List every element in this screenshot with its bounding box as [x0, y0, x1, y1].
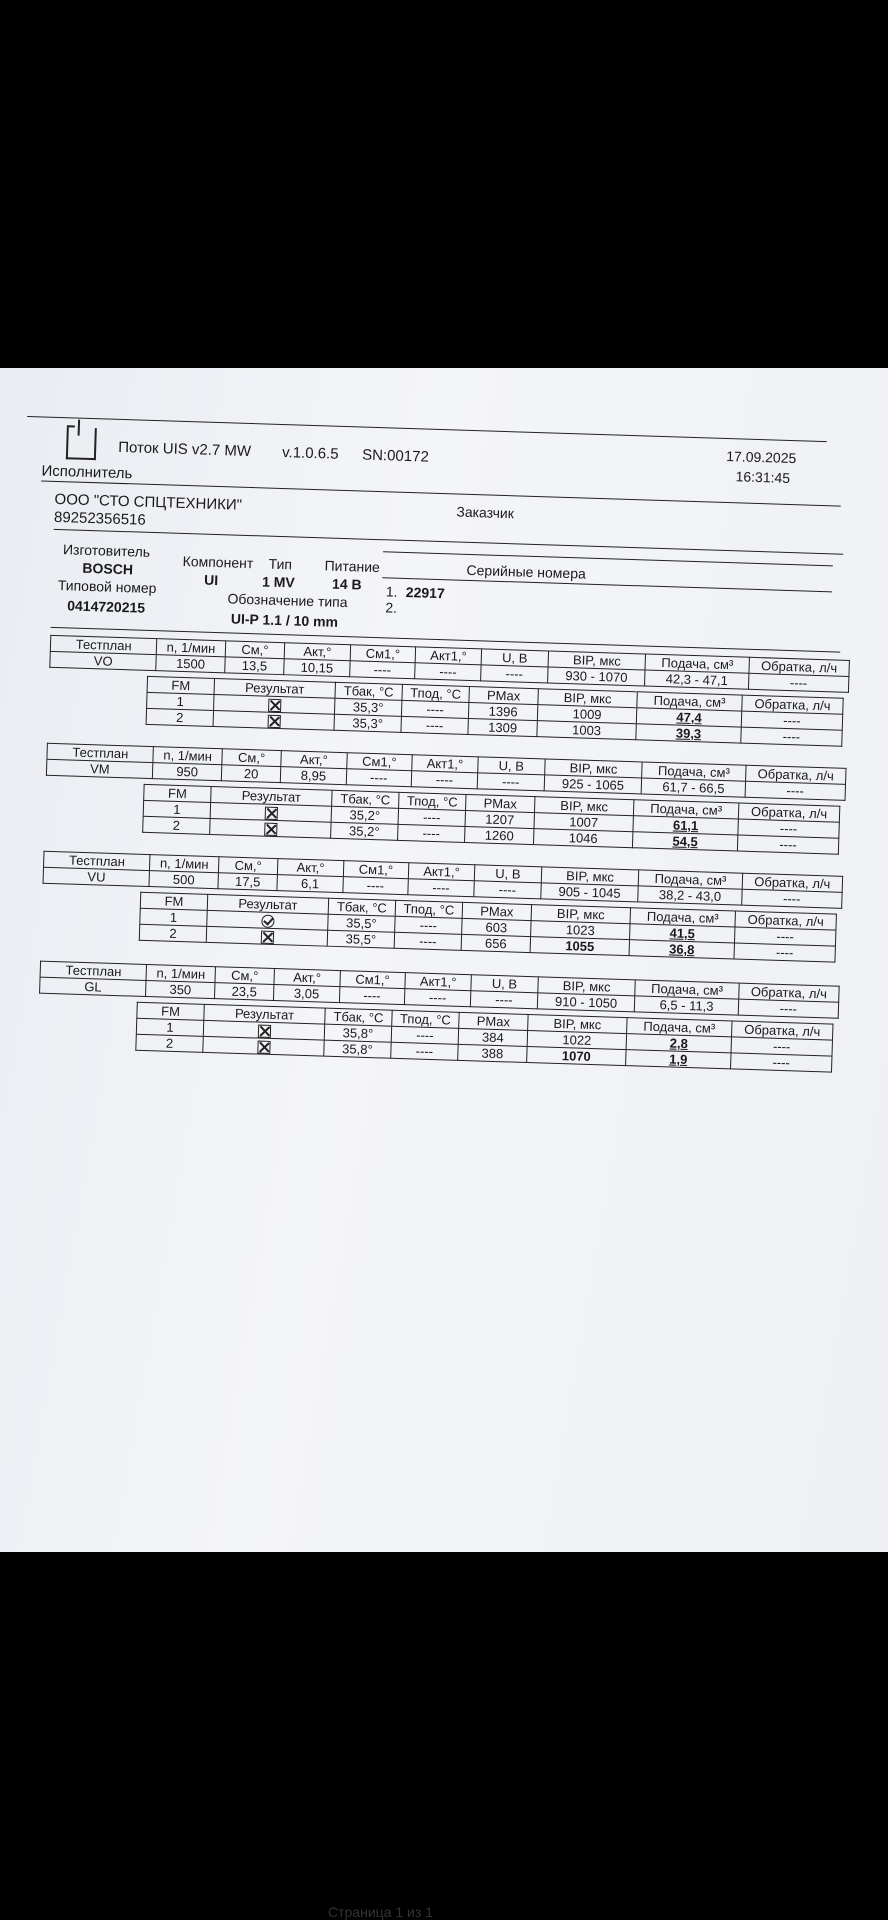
- column-header: ВIP, мкс: [538, 977, 636, 996]
- executor-phone: 89252356516: [53, 508, 146, 529]
- column-header: См,°: [215, 967, 275, 985]
- column-header: См1,°: [343, 861, 409, 879]
- cell-sm1: ----: [339, 987, 405, 1005]
- cell-ret: ----: [738, 999, 839, 1018]
- value: 1260: [484, 827, 514, 844]
- column-header: Подача, см³: [630, 908, 735, 927]
- check-fail-icon: [257, 1025, 270, 1038]
- cell-sm1: ----: [342, 877, 408, 895]
- value: 35,3°: [352, 715, 384, 732]
- value: 35,8°: [342, 1025, 374, 1042]
- manufacturer: BOSCH: [82, 559, 134, 578]
- column-header: PMax: [459, 1012, 528, 1030]
- column-header: Результат: [214, 679, 335, 699]
- column-header: См,°: [222, 749, 282, 767]
- check-fail-icon: [264, 823, 277, 836]
- cell-akt1: ----: [405, 989, 471, 1007]
- value: ----: [782, 728, 801, 745]
- value: 1009: [572, 706, 602, 723]
- value: ----: [419, 917, 438, 934]
- column-header: Тпод, °С: [395, 900, 462, 918]
- cell-sm: 13,5: [224, 657, 284, 675]
- column-header: Акт1,°: [415, 647, 481, 665]
- cell-ret: [734, 943, 835, 962]
- report-date: 17.09.2025: [726, 447, 797, 467]
- cell-ret: [731, 1053, 832, 1072]
- cell-ret: ----: [745, 781, 846, 800]
- column-header: Подача, см³: [637, 692, 742, 711]
- column-header: Результат: [207, 894, 328, 914]
- value: 1396: [488, 703, 518, 720]
- value: 41,5: [669, 925, 696, 942]
- cell-ret: ----: [748, 673, 849, 692]
- designation-label: Обозначение типа: [227, 590, 348, 611]
- cell-n: 350: [146, 981, 215, 999]
- cell-tbak: [334, 714, 401, 732]
- column-header: Обратка, л/ч: [739, 983, 840, 1002]
- value: 1: [166, 1019, 174, 1035]
- cell-akt: 3,05: [274, 985, 340, 1003]
- cell-sm1: ----: [346, 769, 412, 787]
- cell-feed: 61,7 - 66,5: [641, 778, 745, 797]
- cell-sm: 23,5: [214, 983, 274, 1001]
- value: 1023: [565, 922, 595, 939]
- column-header: Тестплан: [44, 851, 151, 870]
- value: 2: [165, 1035, 174, 1051]
- check-pass-icon: [261, 915, 274, 928]
- column-header: n, 1/мин: [157, 639, 226, 657]
- column-header: n, 1/мин: [153, 747, 222, 765]
- check-fail-icon: [264, 807, 277, 820]
- cell-feed: [629, 940, 734, 959]
- column-header: Обратка, л/ч: [738, 803, 839, 822]
- cell-res: [206, 926, 327, 946]
- cell-pmax: [458, 1044, 527, 1062]
- value: 1: [173, 801, 181, 818]
- value: 1207: [485, 811, 515, 828]
- cell-plan: VU: [43, 867, 150, 886]
- cell-plan: VM: [46, 759, 153, 778]
- cell-sm1: ----: [349, 661, 415, 679]
- column-header: Акт,°: [274, 969, 340, 987]
- value: ----: [776, 928, 795, 945]
- cell-n: 500: [149, 871, 218, 889]
- value: 47,4: [676, 709, 702, 726]
- check-fail-icon: [260, 931, 273, 944]
- cell-feed: 38,2 - 43,0: [638, 886, 742, 905]
- column-header: Акт,°: [284, 643, 350, 661]
- column-header: Обратка, л/ч: [732, 1021, 833, 1040]
- paper-sheet: [0, 368, 888, 1920]
- value: 1022: [562, 1032, 592, 1049]
- column-header: Тестплан: [50, 635, 157, 654]
- column-header: PMax: [469, 687, 538, 705]
- manufacturer-label: Изготовитель: [62, 541, 151, 560]
- cell-bip: [533, 829, 632, 848]
- column-header: ВIP, мкс: [548, 651, 646, 670]
- cell-tbak: [331, 822, 398, 840]
- page-footer: Страница 1 из 1: [328, 1904, 433, 1920]
- value: 35,5°: [345, 915, 377, 932]
- value: ----: [422, 809, 441, 826]
- cell-pmax: [465, 827, 534, 845]
- check-fail-icon: [267, 715, 280, 728]
- cell-sm: 20: [221, 765, 281, 783]
- cell-bip: [527, 1047, 626, 1066]
- cell-akt1: ----: [408, 879, 474, 897]
- column-header: U, В: [478, 757, 545, 775]
- serial1-no: 1.: [385, 583, 398, 600]
- typenum-label: Типовой номер: [57, 577, 157, 597]
- cell-bip: 930 - 1070: [548, 667, 646, 686]
- column-header: Тестплан: [40, 961, 147, 980]
- column-header: Подача, см³: [635, 980, 739, 999]
- type: 1 MV: [261, 573, 296, 591]
- column-header: Подача, см³: [645, 654, 749, 673]
- column-header: См1,°: [346, 753, 412, 771]
- value: 1: [176, 693, 185, 710]
- cell-bip: 910 - 1050: [537, 993, 635, 1012]
- value: 1003: [571, 722, 602, 739]
- column-header: Акт,°: [281, 751, 347, 769]
- value: 388: [481, 1045, 504, 1062]
- value: ----: [426, 701, 445, 718]
- serial-label: Серийные номера: [466, 561, 587, 582]
- value: 1046: [568, 830, 598, 847]
- report-time: 16:31:45: [735, 468, 791, 486]
- column-header: Акт1,°: [412, 755, 478, 773]
- value: 1007: [569, 814, 599, 831]
- serial2-no: 2.: [385, 599, 398, 616]
- column-header: ВIP, мкс: [528, 1015, 627, 1034]
- cell-tpod: [391, 1042, 458, 1060]
- column-header: См1,°: [350, 645, 416, 663]
- value: ----: [783, 712, 801, 729]
- column-header: Тбак, °С: [325, 1008, 392, 1026]
- cell-u: ----: [481, 665, 548, 683]
- column-header: ВIP, мкс: [545, 759, 643, 778]
- column-header: Тбак, °С: [328, 898, 395, 916]
- column-header: ВIP, мкс: [531, 905, 630, 924]
- value: 39,3: [675, 725, 702, 742]
- column-header: Акт,°: [278, 859, 344, 877]
- cell-bip: 905 - 1045: [541, 883, 639, 902]
- value: 35,2°: [349, 807, 381, 824]
- cell-u: ----: [477, 773, 544, 791]
- value: 1055: [565, 938, 595, 955]
- column-header: Подача, см³: [642, 762, 746, 781]
- value: 35,5°: [345, 931, 377, 948]
- column-header: ВIP, мкс: [541, 867, 639, 886]
- value: 35,2°: [348, 823, 380, 840]
- app-version: v.1.0.6.5: [281, 444, 339, 463]
- cell-akt: 10,15: [284, 659, 350, 677]
- column-header: FM: [137, 1002, 204, 1020]
- value: 2: [175, 709, 184, 726]
- component: UI: [203, 571, 219, 589]
- cell-u: ----: [474, 881, 541, 899]
- value: 2,8: [669, 1035, 689, 1052]
- cell-akt1: ----: [411, 771, 477, 789]
- cell-feed: 6,5 - 11,3: [635, 996, 739, 1015]
- top-rule: [27, 416, 827, 442]
- serial1: 22917: [405, 583, 446, 602]
- cell-pmax: [461, 934, 530, 952]
- cell-feed: [626, 1050, 731, 1069]
- column-header: См,°: [218, 857, 278, 875]
- info-rule: [54, 529, 844, 555]
- cell-ret: ----: [742, 889, 843, 908]
- cell-akt: 8,95: [281, 767, 347, 785]
- value: ----: [416, 1027, 434, 1044]
- cell-sm: 17,5: [218, 873, 278, 891]
- cell-akt: 6,1: [277, 875, 343, 893]
- cell-akt1: ----: [415, 663, 481, 681]
- serial-rule-bottom: [382, 577, 832, 592]
- cell-fm: [136, 1034, 203, 1052]
- column-header: Обратка, л/ч: [742, 695, 843, 714]
- value: ----: [775, 944, 794, 961]
- value: 36,8: [668, 941, 695, 958]
- value: 1: [169, 909, 178, 925]
- report: [28, 390, 858, 1071]
- value: ----: [779, 820, 798, 837]
- column-header: Обратка, л/ч: [745, 765, 846, 784]
- cell-bip: 925 - 1065: [544, 775, 642, 794]
- cell-tpod: [401, 716, 468, 734]
- cell-n: 1500: [156, 655, 225, 673]
- value: ----: [415, 1043, 434, 1060]
- value: ----: [418, 933, 437, 950]
- value: 61,1: [672, 817, 699, 834]
- cell-fm: [143, 816, 210, 834]
- serial-rule-top: [383, 551, 833, 566]
- column-header: Результат: [204, 1004, 325, 1024]
- column-header: Подача, см³: [638, 870, 742, 889]
- column-header: См,°: [225, 641, 285, 659]
- check-fail-icon: [257, 1041, 270, 1054]
- column-header: Обратка, л/ч: [749, 657, 850, 676]
- value: 35,3°: [352, 699, 384, 716]
- column-header: Обратка, л/ч: [735, 911, 836, 930]
- value: 35,8°: [341, 1041, 373, 1058]
- column-header: U, В: [474, 865, 541, 883]
- cell-plan: VO: [50, 651, 157, 670]
- column-header: FM: [144, 784, 211, 802]
- column-header: Тпод, °С: [392, 1010, 459, 1028]
- cell-pmax: [468, 719, 537, 737]
- cell-res: [213, 711, 334, 731]
- column-header: Тестплан: [47, 743, 154, 762]
- cell-res: [203, 1036, 324, 1056]
- column-header: PMax: [466, 794, 535, 812]
- cell-u: ----: [470, 991, 537, 1009]
- serial-number: SN:00172: [361, 446, 430, 466]
- column-header: Тпод, °С: [402, 684, 469, 702]
- app-logo-icon: [66, 427, 97, 460]
- value: 656: [484, 935, 507, 952]
- column-header: ВIP, мкс: [534, 797, 633, 816]
- value: 1309: [487, 719, 518, 736]
- app-name: Поток UIS v2.7 MW: [117, 438, 252, 461]
- column-header: n, 1/мин: [150, 855, 219, 873]
- power: 14 В: [331, 575, 362, 593]
- cell-ret: [741, 727, 842, 746]
- column-header: PMax: [462, 902, 531, 920]
- column-header: Подача, см³: [627, 1018, 732, 1037]
- cell-bip: [537, 721, 636, 740]
- cell-tpod: [394, 932, 461, 950]
- value: 603: [485, 919, 508, 936]
- column-header: Тпод, °С: [399, 792, 466, 810]
- cell-tbak: [324, 1040, 391, 1058]
- column-header: U, В: [481, 649, 548, 667]
- column-header: FM: [140, 892, 207, 910]
- column-header: Обратка, л/ч: [742, 873, 843, 892]
- value: ----: [772, 1054, 791, 1071]
- column-header: Результат: [211, 786, 332, 806]
- type-label: Тип: [268, 555, 293, 573]
- value: ----: [779, 836, 797, 853]
- column-header: U, В: [471, 975, 538, 993]
- cell-plan: GL: [40, 977, 147, 996]
- cell-bip: [530, 937, 629, 956]
- cell-feed: [636, 724, 741, 743]
- column-header: n, 1/мин: [146, 965, 215, 983]
- value: 384: [481, 1029, 504, 1046]
- customer-label: Заказчик: [456, 503, 515, 522]
- column-header: Тбак, °С: [332, 790, 399, 808]
- column-header: См1,°: [339, 971, 405, 989]
- cell-tbak: [327, 930, 394, 948]
- cell-fm: [139, 924, 206, 942]
- value: ----: [422, 825, 441, 842]
- power-label: Питание: [324, 557, 381, 576]
- executor-label: Исполнитель: [41, 462, 133, 483]
- value: 2: [169, 925, 177, 942]
- column-header: FM: [147, 676, 214, 694]
- value: 2: [172, 817, 181, 834]
- cell-res: [210, 818, 331, 838]
- cell-feed: [632, 832, 737, 851]
- executor-name: ООО "СТО СПЦТЕХНИКИ": [54, 490, 243, 514]
- typenum: 0414720215: [67, 597, 146, 616]
- designation: UI-P 1.1 / 10 mm: [230, 610, 339, 630]
- value: 1,9: [669, 1051, 688, 1068]
- value: ----: [425, 717, 444, 734]
- value: 1070: [561, 1048, 592, 1065]
- column-header: ВIP, мкс: [538, 689, 637, 708]
- value: 54,5: [672, 833, 699, 850]
- column-header: Тбак, °С: [335, 682, 402, 700]
- cell-fm: [146, 708, 213, 726]
- check-fail-icon: [268, 699, 281, 712]
- cell-n: 950: [153, 763, 222, 781]
- cell-feed: 42,3 - 47,1: [645, 670, 749, 689]
- component-label: Компонент: [182, 552, 254, 572]
- column-header: Акт1,°: [405, 973, 471, 991]
- cell-ret: [737, 835, 838, 854]
- column-header: Акт1,°: [409, 863, 475, 881]
- value: ----: [772, 1038, 791, 1055]
- cell-tpod: [398, 824, 465, 842]
- column-header: Подача, см³: [633, 800, 738, 819]
